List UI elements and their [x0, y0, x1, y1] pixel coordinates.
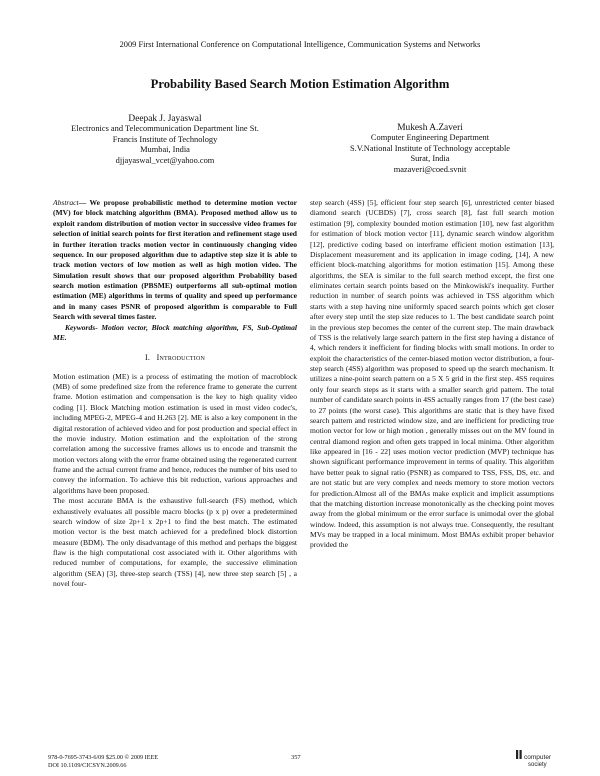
left-column — [53, 198, 297, 590]
author-block-1 — [40, 114, 290, 166]
footer-doi: DOI 10.1109/CICSYN.2009.66 — [48, 762, 127, 769]
keywords — [53, 323, 297, 344]
author-name: Deepak J. Jayaswal — [128, 114, 202, 124]
keywords-text: Keywords- Motion vector, Block matching algorithm, FS, Sub-Optimal ME. — [53, 322, 297, 342]
intro-paragraph-2: The most accurate BMA is the exhaustive full-search (FS) method, which exhaustively evaluates all possible macro blocks (p x p) over a predetermined search window of size 2p+1 x 2p+1 to find the best match. The estimated motion vector is the best match achieved for a predefined block distortion measure (BDM). The only disadvantage of this method and perhaps the biggest flaw is the high computational cost associated with it. Other algorithms with reduced number of computations, for example, the successive elimination algorithm (SEA) [3], three-step search (TSS) [4], new three step search [5] , a novel four- — [53, 496, 297, 589]
author-location: Mumbai, India — [140, 145, 190, 155]
logo-word-top: computer — [524, 754, 552, 761]
paper-title: Probability Based Search Motion Estimation Algorithm — [150, 77, 450, 91]
author-email[interactable]: mazaveri@coed.svnit — [393, 164, 467, 174]
section-title: Introduction — [156, 353, 206, 363]
author-name: Mukesh A.Zaveri — [397, 123, 463, 133]
author-affiliation: Computer Engineering Department — [370, 133, 490, 143]
intro-paragraph-1: Motion estimation (ME) is a process of estimating the motion of macroblock (MB) of some predefined size from the reference frame to generate the current frame. Motion estimation and compensation is the key to high quality video coding [1]. Block Matching motion estimation is used in most video codec's, including MPEG-2, MPEG-4 and H.263 [2]. ME is also a key component in the digital restoration of achieved video and for post production and special effect in the movie industry. Motion estimation and the exploitation of the strong correlation among the successive frames allows us to encode and transmit the motion vectors along with the error frame obtained using the regenerated current frame and the actual current frame and hence, reduces the number of bits used to convey the information. To achieve this bit reduction, various approaches and algorithms have been proposed. — [53, 371, 297, 495]
footer-isbn: 978-0-7695-3743-6/09 $25.00 © 2009 IEEE — [48, 754, 159, 761]
author-block-2 — [305, 123, 555, 175]
author-affiliation: S.V.National Institute of Technology acceptable — [349, 143, 511, 153]
footer-citation — [48, 754, 158, 770]
section-number: I. — [144, 353, 151, 363]
author-location: Surat, India — [410, 154, 450, 164]
conference-header: 2009 First International Conference on Computational Intelligence, Communication Systems and Networks — [119, 40, 481, 49]
section-heading — [53, 353, 297, 363]
page-number: 357 — [291, 754, 301, 761]
abstract — [53, 198, 297, 323]
author-email[interactable]: djjayaswal_vcet@yahoo.com — [115, 155, 215, 165]
abstract-label: Abstract — [53, 198, 79, 207]
author-affiliation: Francis Institute of Technology — [112, 134, 218, 144]
right-column — [310, 198, 554, 551]
abstract-text: — We propose probabilistic method to determine motion vector (MV) for block matching algorithm (BMA). Proposed method allow us to exploit random distribution of motion vector in successive video frames for selection of initial search points for first iteration and refinement stage used in further iteration tracks motion vector in continuously changing video sequence. In our proposed algorithm due to adaptive step size it is able to track motion vectors of low motion as well as high motion video. The Simulation result shows that our proposed algorithm Probability based search motion estimation (PBSME) outperforms all sub-optimal motion estimation (ME) algorithms in terms of quality and speed up performance and in many cases PSNR of proposed algorithm is comparable to Full Search with several times faster. — [53, 198, 297, 322]
intro-paragraph-3: step search (4SS) [5], efficient four step search [6], unrestricted center biased diamond search (UCBDS) [7], cross search [8], fast full search motion estimation [9], complexity bounded motion estimation [10], new fast algorithm for estimation of block motion vector [11], dynamic search window algorithm [12], predictive coding based on interframe efficient motion estimation [13], Displacement measurement and its application in image coding, [14], A new efficient block-matching algorithms for motion estimation [15]. Among these algorithms, the SEA is similar to the full search method except, the first one eliminates certain search points based on the Minkowiski's inequality. Further reduction in number of search points was achieved in TSS algorithm which starts with a step having nine uniformly spaced search points which get closer after every step until the step size reduces to 1. The best candidate search point in the previous step becomes the center of the current step. The main drawback of TSS is the relatively large search pattern in the first step having a distance of 4, which renders it inefficient for finding blocks with small motions. In order to exploit the characteristics of the center-biased motion vector distribution, a four-step search (4SS) algorithm was proposed to speed up the search mechanism. It utilizes a nine-point search pattern on a 5 X 5 grid in the first step. 4SS requires only four search steps as it starts with a smaller search grid pattern. The total number of candidate search points in 4SS actually ranges from 17 (the best case) to 27 points (the worst case). This algorithms are static that is they have fixed search pattern and restricted window size, and are inefficient for predicting true motion vector for low or high motion , generally misses out on the MV found in central diamond region and often gets trapped in local minima. Other algorithm like appeared in [16 - 22] uses motion vector prediction (MVP) technique has shown significant performance improvement in terms of quality. This algorithm have better peak to signal ratio (PSNR) as compared to TSS, FSS, DS, etc. and are not static but are very complex and needs memory to store motion vectors for prediction.Almost all of the BMAs make explicit and implicit assumptions that the matching distortion increase monotonically as the checking point moves away from the global minimum or the error surface is unimodal over the global window. Indeed, this assumption is not always true. Consequently, the resultant MVs may be trapped in a local minimum. Most BMAs exhibit proper behavior provided the — [310, 198, 554, 550]
author-affiliation: Electronics and Telecommunication Department line St. — [71, 124, 259, 134]
logo-word-bottom: society — [528, 762, 547, 768]
computer-society-logo — [514, 748, 554, 772]
